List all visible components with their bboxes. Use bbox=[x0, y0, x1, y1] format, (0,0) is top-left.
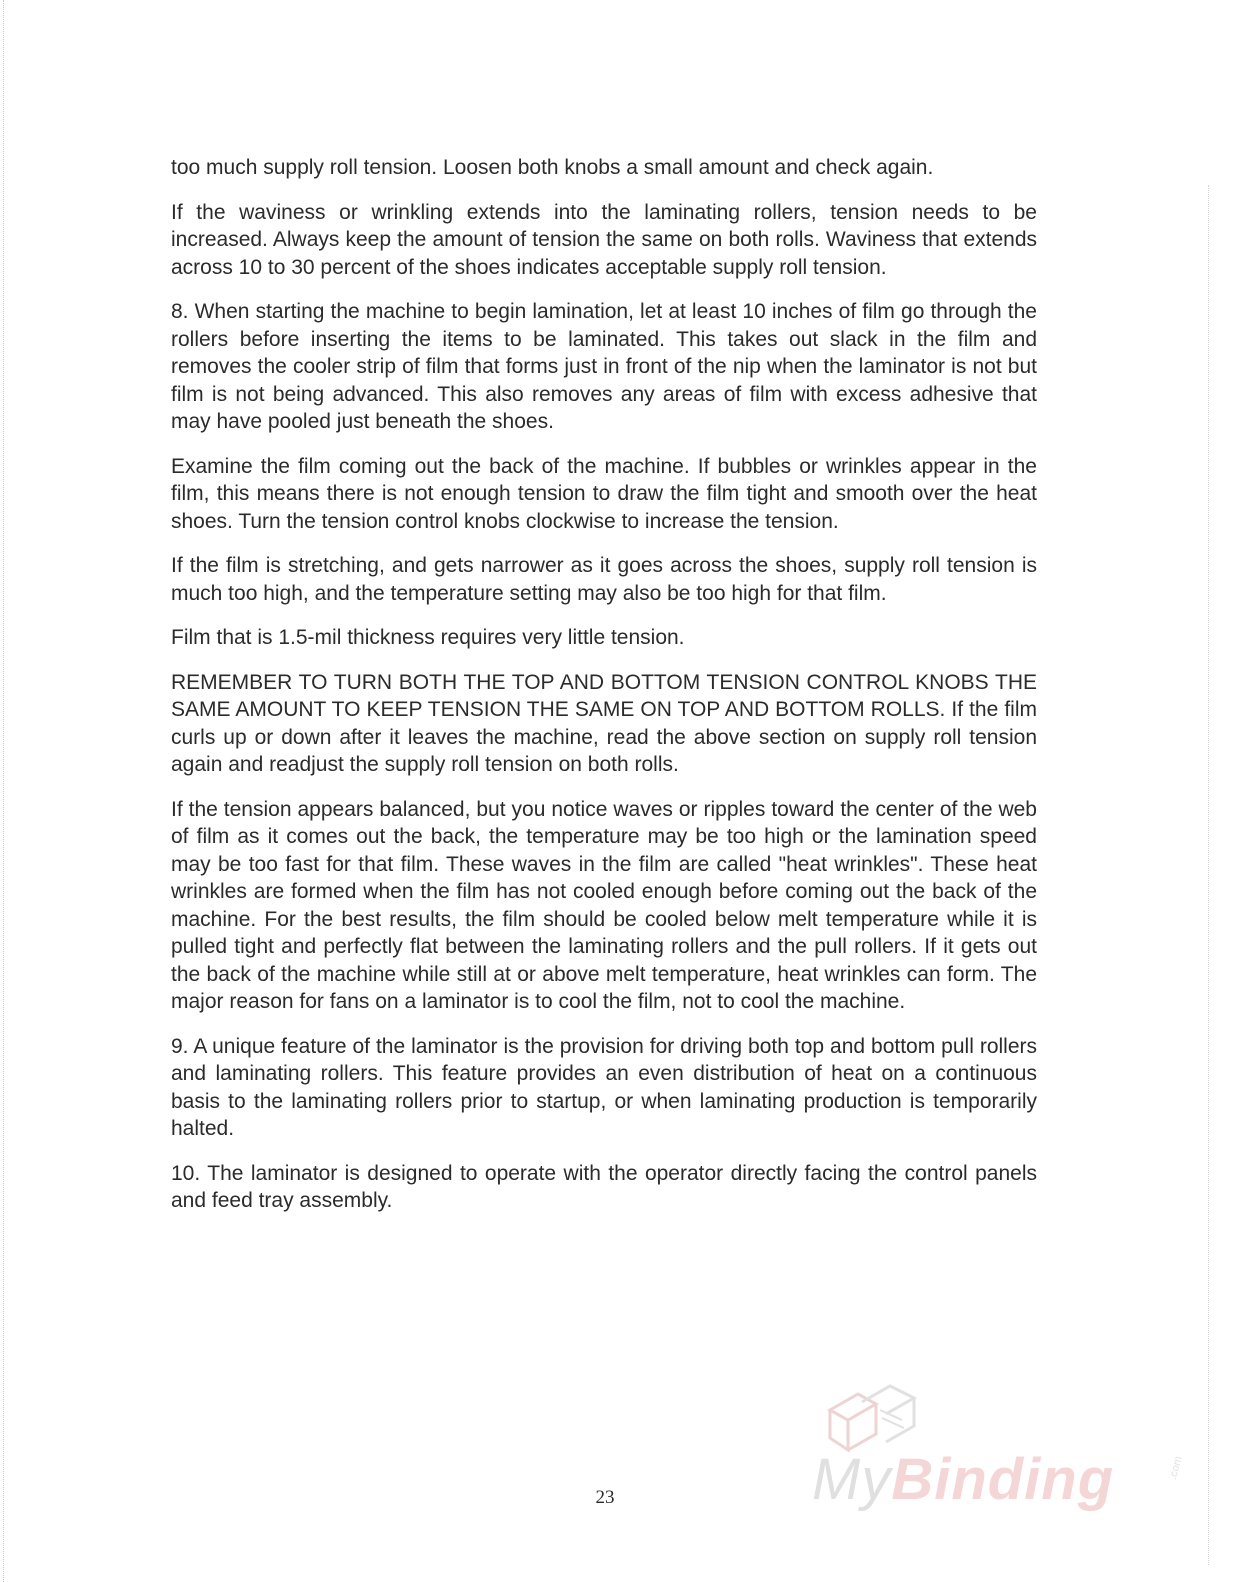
paragraph-waviness: If the waviness or wrinkling extends into the laminating rollers, tension needs to be increased. Always keep the amount of tension the same on both rolls. Waviness that extends across 10 to 30 percent of the shoes indicates acceptable supply roll tension. bbox=[171, 200, 1037, 279]
scan-right-edge bbox=[1208, 185, 1210, 1565]
paragraph-step-8: 8. When starting the machine to begin lamination, let at least 10 inches of film go through the rollers before inserting the items to be laminated. This takes out slack in the film and removes the cooler strip of film that forms just in front of the nip when the laminator is not but film is not being advanced. This also removes any areas of film with excess adhesive that may have pooled just beneath the shoes. bbox=[171, 300, 1037, 433]
mybinding-watermark bbox=[812, 1380, 1192, 1510]
watermark-brand bbox=[812, 1446, 1114, 1513]
paragraph-step-9: 9. A unique feature of the laminator is the provision for driving both top and bottom pull rollers and laminating rollers. This feature provides an even distribution of heat on a continuous basis to the laminating rollers prior to startup, or when laminating production is temporarily halted. bbox=[171, 1034, 1037, 1140]
scan-left-edge bbox=[3, 0, 5, 1582]
paragraph-supply-roll-tension: too much supply roll tension. Loosen both knobs a small amount and check again. bbox=[171, 156, 934, 179]
paragraph-examine-film: Examine the film coming out the back of the machine. If bubbles or wrinkles appear in the film, this means there is not enough tension to draw the film tight and smooth over the heat shoes. Turn the tension control knobs clockwise to increase the tension. bbox=[171, 454, 1037, 533]
paragraph-step-10: 10. The laminator is designed to operate with the operator directly facing the control panels and feed tray assembly. bbox=[171, 1161, 1037, 1212]
watermark-brand-binding: Binding bbox=[891, 1447, 1115, 1512]
body-text bbox=[171, 154, 1037, 1232]
page-number: 23 bbox=[595, 1487, 615, 1508]
watermark-brand-my: My bbox=[812, 1447, 892, 1512]
paragraph-film-thickness: Film that is 1.5-mil thickness requires very little tension. bbox=[171, 626, 685, 649]
paragraph-film-stretching: If the film is stretching, and gets narrower as it goes across the shoes, supply roll tension is much too high, and the temperature setting may also be too high for that film. bbox=[171, 554, 1037, 605]
paragraph-remember-warning: REMEMBER TO TURN BOTH THE TOP AND BOTTOM TENSION CONTROL KNOBS THE SAME AMOUNT TO KEEP TENSION THE SAME ON TOP AND BOTTOM ROLLS. If the film curls up or down after it leaves the machine, read the above section on supply roll tension again and readjust the supply roll tension on both rolls. bbox=[171, 670, 1037, 776]
watermark-brand-suffix: .com bbox=[1167, 1454, 1185, 1482]
paragraph-heat-wrinkles: If the tension appears balanced, but you notice waves or ripples toward the center of the web of film as it comes out the back, the temperature may be too high or the lamination speed may be too fast for that film. These waves in the film are called "heat wrinkles". These heat wrinkles are formed when the film has not cooled enough before coming out the back of the machine. For the best results, the film should be cooled below melt temperature while it is pulled tight and perfectly flat between the laminating rollers and the pull rollers. If it gets out the back of the machine while still at or above melt temperature, heat wrinkles can form. The major reason for fans on a laminator is to cool the film, not to cool the machine. bbox=[171, 797, 1037, 1013]
